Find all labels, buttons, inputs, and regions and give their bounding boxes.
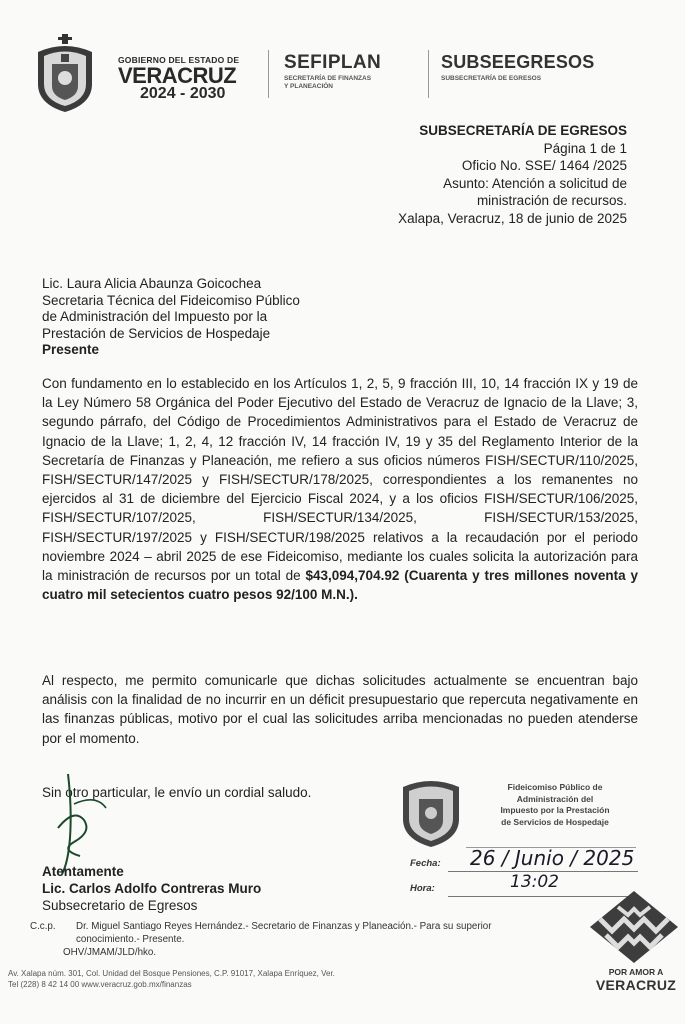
ccp-label: C.c.p. bbox=[30, 921, 56, 932]
footer-phone-web: Tel (228) 8 42 14 00 www.veracruz.gob.mx/finanzas bbox=[8, 980, 192, 989]
footer-address: Av. Xalapa núm. 301, Col. Unidad del Bosque Pensiones, C.P. 91017, Xalapa Enríquez, Ver. bbox=[8, 969, 335, 978]
por-amor-a-veracruz-slogan: POR AMOR A VERACRUZ bbox=[595, 967, 677, 993]
hora-handwritten: 13:02 bbox=[510, 872, 559, 892]
office-name: SUBSECRETARÍA DE EGRESOS bbox=[419, 123, 627, 138]
body-paragraph-1: Con fundamento en lo establecido en los Artículos 1, 2, 5, 9 fracción III, 10, 14 fracción IX y 19 de la Ley Número 58 Orgánica del Poder Ejecutivo del Estado de Veracruz de Ignacio de la Llave; 3, segundo párrafo, del Código de Procedimientos Administrativos para el Estado de Veracruz de Ignacio de la Llave; 1, 2, 4, 12 fracción IV, 14 fracción IV, 19 y 35 del Reglamento Interior de la Secretaría de Finanzas y Planeación, me refiero a sus oficios números FISH/SECTUR/110/2025, FISH/SECTUR/147/2025 y FISH/SECTUR/178/2025, correspondientes a los remanentes no ejercidos al 31 de diciembre del Ejercicio Fiscal 2024, y a los oficios FISH/SECTUR/106/2025, FISH/SECTUR/107/2025, FISH/SECTUR/134/2025, FISH/SECTUR/153/2025, FISH/SECTUR/197/2025 y FISH/SECTUR/198/2025 relativos a la recaudación por el periodo noviembre 2024 – abril 2025 de ese Fideicomiso, mediante los cuales solicita la autorización para la ministración de recursos por un total de $43,094,704.92 (Cuarenta y tres millones noventa y cuatro mil setecientos cuatro pesos 92/100 M.N.). bbox=[42, 376, 638, 603]
veracruz-coat-of-arms-logo bbox=[32, 34, 98, 114]
handwritten-signature bbox=[44, 768, 134, 878]
closing-greeting: Sin otro particular, le envío un cordial saludo. bbox=[42, 785, 312, 800]
addressee-name: Lic. Laura Alicia Abaunza Goicochea bbox=[42, 276, 262, 291]
ccp-recipient: Dr. Miguel Santiago Reyes Hernández.- Secretario de Finanzas y Planeación.- Para su superior bbox=[76, 921, 492, 932]
signer-title: Subsecretario de Egresos bbox=[42, 898, 198, 913]
fecha-handwritten: 26 / Junio / 2025 bbox=[470, 846, 635, 870]
reception-stamp-text: Fideicomiso Público de Administración del Impuesto por la Prestación de Servicios de Hospedaje bbox=[500, 782, 610, 827]
page-count: Página 1 de 1 bbox=[543, 140, 627, 156]
ccp-initials: OHV/JMAM/JLD/hko. bbox=[63, 947, 157, 958]
carbon-copy-block bbox=[30, 920, 630, 959]
ccp-recipient-cont: conocimiento.- Presente. bbox=[76, 934, 185, 945]
asunto-line: Asunto: Atención a solicitud de bbox=[443, 175, 627, 191]
sefiplan-subtitle: SECRETARÍA DE FINANZAS Y PLANEACIÓN bbox=[284, 75, 372, 90]
place-date: Xalapa, Veracruz, 18 de junio de 2025 bbox=[398, 210, 627, 226]
closing-word: Atentamente bbox=[42, 864, 124, 879]
addressee-presente: Presente bbox=[42, 342, 100, 357]
header-divider bbox=[268, 50, 269, 98]
body-paragraph-2: Al respecto, me permito comunicarle que dichas solicitudes actualmente se encuentran bajo análisis con la finalidad de no incurrir en un déficit presupuestario que repercuta negativamente en las finanzas públicas, motivo por el cual las solicitudes arriba mencionadas no pueden atenderse por el momento. bbox=[42, 673, 638, 746]
addressee-title: de Administración del Impuesto por la bbox=[42, 309, 268, 324]
government-period: 2024 - 2030 bbox=[140, 85, 226, 102]
fecha-label: Fecha: bbox=[410, 858, 441, 869]
signature-block bbox=[42, 863, 261, 914]
footer-contact bbox=[8, 968, 335, 990]
reference-block bbox=[327, 122, 627, 227]
hora-label: Hora: bbox=[410, 883, 435, 894]
subseegresos-subtitle: SUBSECRETARÍA DE EGRESOS bbox=[441, 75, 542, 82]
oficio-number: Oficio No. SSE/ 1464 /2025 bbox=[461, 158, 627, 173]
subseegresos-wordmark: SUBSEEGRESOS bbox=[441, 52, 595, 72]
addressee-block bbox=[42, 276, 642, 359]
total-amount: $43,094,704.92 (Cuarenta y tres millones noventa y cuatro mil setecientos cuatro pesos 92/100 M.N.). bbox=[42, 568, 638, 603]
reception-stamp-seal bbox=[395, 773, 467, 849]
por-amor-a-veracruz-logo bbox=[588, 889, 680, 965]
gobierno-label: GOBIERNO DEL ESTADO DE bbox=[118, 55, 240, 65]
addressee-title: Prestación de Servicios de Hospedaje bbox=[42, 325, 271, 341]
veracruz-wordmark: VERACRUZ bbox=[118, 63, 237, 88]
addressee-title: Secretaria Técnica del Fideicomiso Público bbox=[42, 292, 300, 308]
signer-name: Lic. Carlos Adolfo Contreras Muro bbox=[42, 881, 262, 896]
sefiplan-wordmark: SEFIPLAN bbox=[284, 52, 382, 73]
header-divider bbox=[428, 50, 429, 98]
asunto-line: ministración de recursos. bbox=[476, 193, 627, 208]
